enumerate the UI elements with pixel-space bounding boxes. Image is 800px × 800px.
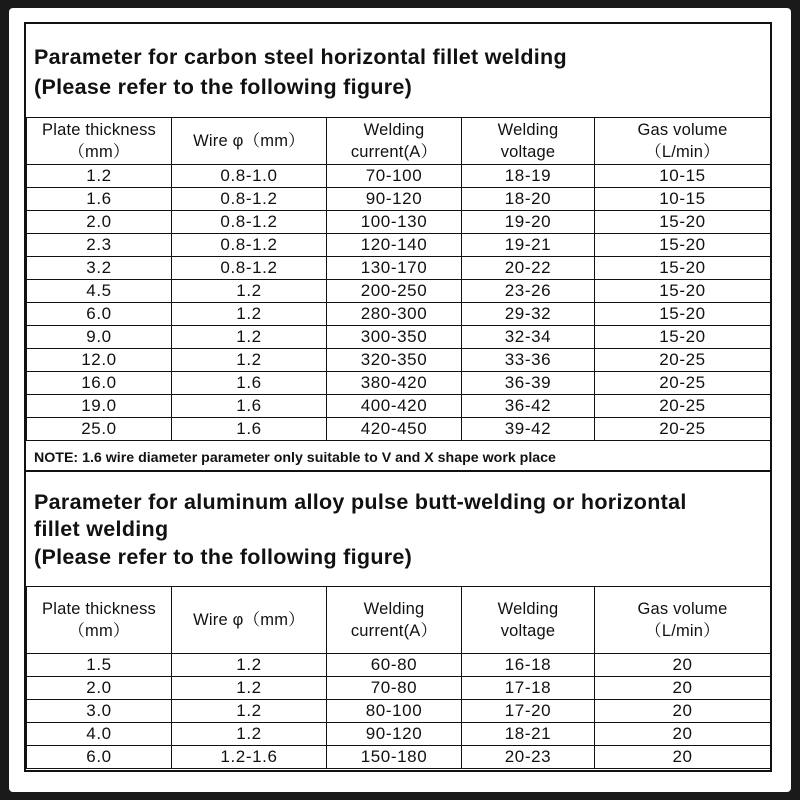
- gas-volume-header: [595, 587, 771, 654]
- plate-thickness-cell: 3.0: [27, 700, 172, 723]
- aluminum-title-line2: fillet welding: [34, 517, 169, 541]
- aluminum-title-line1: Parameter for aluminum alloy pulse butt-welding or horizontal: [34, 490, 687, 514]
- gas-volume-cell: 20-25: [595, 349, 771, 372]
- welding-voltage-cell: 19-21: [462, 234, 595, 257]
- welding-voltage-cell: 23-26: [462, 280, 595, 303]
- plate-thickness-cell: 1.5: [27, 654, 172, 677]
- welding-current-cell: 200-250: [327, 280, 462, 303]
- wire-diameter-cell: 0.8-1.0: [172, 165, 327, 188]
- gas-volume-cell: 10-15: [595, 165, 771, 188]
- welding-current-cell: 70-80: [327, 677, 462, 700]
- plate-thickness-cell: 2.3: [27, 234, 172, 257]
- table-row: [27, 303, 771, 326]
- table-row: [27, 188, 771, 211]
- wire-diameter-cell: 1.6: [172, 418, 327, 441]
- table-row: [27, 372, 771, 395]
- welding-current-cell: 80-100: [327, 700, 462, 723]
- header-text-line: （mm）: [68, 143, 130, 161]
- gas-volume-cell: 15-20: [595, 326, 771, 349]
- welding-voltage-header: [462, 587, 595, 654]
- welding-voltage-cell: 18-19: [462, 165, 595, 188]
- welding-voltage-cell: 20-22: [462, 257, 595, 280]
- welding-voltage-cell: 39-42: [462, 418, 595, 441]
- plate-thickness-cell: 12.0: [27, 349, 172, 372]
- wire-diameter-cell: 1.2: [172, 303, 327, 326]
- header-text-line: Welding: [497, 121, 559, 139]
- header-text-line: Welding: [363, 600, 425, 618]
- table-row: [27, 165, 771, 188]
- header-text-line: voltage: [500, 622, 556, 640]
- wire-diameter-cell: 1.2: [172, 654, 327, 677]
- wire-diameter-cell: 0.8-1.2: [172, 234, 327, 257]
- wire-diameter-cell: 1.2-1.6: [172, 746, 327, 769]
- wire-diameter-cell: 1.6: [172, 372, 327, 395]
- wire-diameter-cell: 1.2: [172, 700, 327, 723]
- welding-current-cell: 380-420: [327, 372, 462, 395]
- table-row: [27, 395, 771, 418]
- header-text-line: （L/min）: [645, 143, 720, 161]
- plate-thickness-cell: 6.0: [27, 303, 172, 326]
- welding-voltage-cell: 29-32: [462, 303, 595, 326]
- header-text-line: Welding: [497, 600, 559, 618]
- welding-voltage-cell: 20-23: [462, 746, 595, 769]
- wire-diameter-header: [172, 118, 327, 165]
- wire-diameter-cell: 0.8-1.2: [172, 188, 327, 211]
- gas-volume-cell: 15-20: [595, 211, 771, 234]
- wire-diameter-cell: 0.8-1.2: [172, 257, 327, 280]
- header-text-line: current(A）: [350, 143, 438, 161]
- plate-thickness-cell: 19.0: [27, 395, 172, 418]
- plate-thickness-cell: 2.0: [27, 211, 172, 234]
- carbon-title-line2: (Please refer to the following figure): [34, 75, 413, 99]
- table-row: [27, 654, 771, 677]
- welding-current-cell: 320-350: [327, 349, 462, 372]
- table-header-row: [27, 587, 771, 654]
- gas-volume-cell: 15-20: [595, 257, 771, 280]
- table-row: [27, 234, 771, 257]
- plate-thickness-header: [27, 587, 172, 654]
- gas-volume-cell: 15-20: [595, 234, 771, 257]
- welding-current-cell: 400-420: [327, 395, 462, 418]
- plate-thickness-cell: 25.0: [27, 418, 172, 441]
- welding-voltage-cell: 18-21: [462, 723, 595, 746]
- welding-voltage-cell: 36-42: [462, 395, 595, 418]
- welding-voltage-cell: 16-18: [462, 654, 595, 677]
- aluminum-title-line3: (Please refer to the following figure): [34, 545, 413, 569]
- plate-thickness-header: [27, 118, 172, 165]
- header-text-line: Plate thickness: [42, 121, 156, 139]
- table-row: [27, 677, 771, 700]
- welding-current-cell: 280-300: [327, 303, 462, 326]
- welding-current-cell: 90-120: [327, 723, 462, 746]
- plate-thickness-cell: 1.2: [27, 165, 172, 188]
- table-row: [27, 700, 771, 723]
- welding-current-cell: 100-130: [327, 211, 462, 234]
- table-row: [27, 211, 771, 234]
- wire-diameter-cell: 1.2: [172, 326, 327, 349]
- plate-thickness-cell: 3.2: [27, 257, 172, 280]
- welding-current-cell: 300-350: [327, 326, 462, 349]
- welding-current-cell: 90-120: [327, 188, 462, 211]
- wire-diameter-header: [172, 587, 327, 654]
- gas-volume-cell: 20-25: [595, 372, 771, 395]
- header-text-line: Wire φ（mm）: [193, 611, 305, 629]
- plate-thickness-cell: 4.0: [27, 723, 172, 746]
- table-row: [27, 746, 771, 769]
- wire-diameter-cell: 1.2: [172, 723, 327, 746]
- header-text-line: Welding: [363, 121, 425, 139]
- table-row: [27, 326, 771, 349]
- welding-current-cell: 70-100: [327, 165, 462, 188]
- welding-voltage-header: [462, 118, 595, 165]
- welding-voltage-cell: 32-34: [462, 326, 595, 349]
- table-row: [27, 723, 771, 746]
- welding-voltage-cell: 36-39: [462, 372, 595, 395]
- plate-thickness-cell: 4.5: [27, 280, 172, 303]
- carbon-parameter-table: [26, 117, 771, 441]
- table-row: [27, 257, 771, 280]
- welding-current-cell: 420-450: [327, 418, 462, 441]
- gas-volume-cell: 20: [595, 700, 771, 723]
- gas-volume-header: [595, 118, 771, 165]
- wire-diameter-cell: 1.2: [172, 280, 327, 303]
- plate-thickness-cell: 9.0: [27, 326, 172, 349]
- header-text-line: Plate thickness: [42, 600, 156, 618]
- welding-voltage-cell: 18-20: [462, 188, 595, 211]
- wire-diameter-cell: 1.6: [172, 395, 327, 418]
- table-header-row: [27, 118, 771, 165]
- table-row: [27, 349, 771, 372]
- welding-current-cell: 60-80: [327, 654, 462, 677]
- plate-thickness-cell: 2.0: [27, 677, 172, 700]
- table-row: [27, 418, 771, 441]
- header-text-line: current(A）: [350, 622, 438, 640]
- plate-thickness-cell: 6.0: [27, 746, 172, 769]
- welding-voltage-cell: 33-36: [462, 349, 595, 372]
- gas-volume-cell: 20: [595, 654, 771, 677]
- plate-thickness-cell: 1.6: [27, 188, 172, 211]
- header-text-line: （L/min）: [645, 622, 720, 640]
- welding-voltage-cell: 17-18: [462, 677, 595, 700]
- wire-diameter-cell: 1.2: [172, 677, 327, 700]
- wire-diameter-cell: 1.2: [172, 349, 327, 372]
- aluminum-parameter-table: [26, 586, 771, 769]
- carbon-title-line1: Parameter for carbon steel horizontal fillet welding: [34, 45, 567, 69]
- header-text-line: voltage: [500, 143, 556, 161]
- section-divider: [24, 470, 772, 472]
- welding-current-cell: 150-180: [327, 746, 462, 769]
- welding-current-header: [327, 587, 462, 654]
- plate-thickness-cell: 16.0: [27, 372, 172, 395]
- header-text-line: Wire φ（mm）: [193, 132, 305, 150]
- gas-volume-cell: 20-25: [595, 395, 771, 418]
- welding-current-header: [327, 118, 462, 165]
- gas-volume-cell: 20: [595, 677, 771, 700]
- table-row: [27, 280, 771, 303]
- gas-volume-cell: 15-20: [595, 303, 771, 326]
- welding-current-cell: 120-140: [327, 234, 462, 257]
- header-text-line: Gas volume: [637, 121, 728, 139]
- wire-diameter-cell: 0.8-1.2: [172, 211, 327, 234]
- gas-volume-cell: 10-15: [595, 188, 771, 211]
- gas-volume-cell: 20: [595, 746, 771, 769]
- carbon-note: NOTE: 1.6 wire diameter parameter only suitable to V and X shape work place: [34, 450, 556, 466]
- gas-volume-cell: 20: [595, 723, 771, 746]
- welding-current-cell: 130-170: [327, 257, 462, 280]
- welding-voltage-cell: 17-20: [462, 700, 595, 723]
- welding-voltage-cell: 19-20: [462, 211, 595, 234]
- header-text-line: （mm）: [68, 622, 130, 640]
- gas-volume-cell: 20-25: [595, 418, 771, 441]
- header-text-line: Gas volume: [637, 600, 728, 618]
- gas-volume-cell: 15-20: [595, 280, 771, 303]
